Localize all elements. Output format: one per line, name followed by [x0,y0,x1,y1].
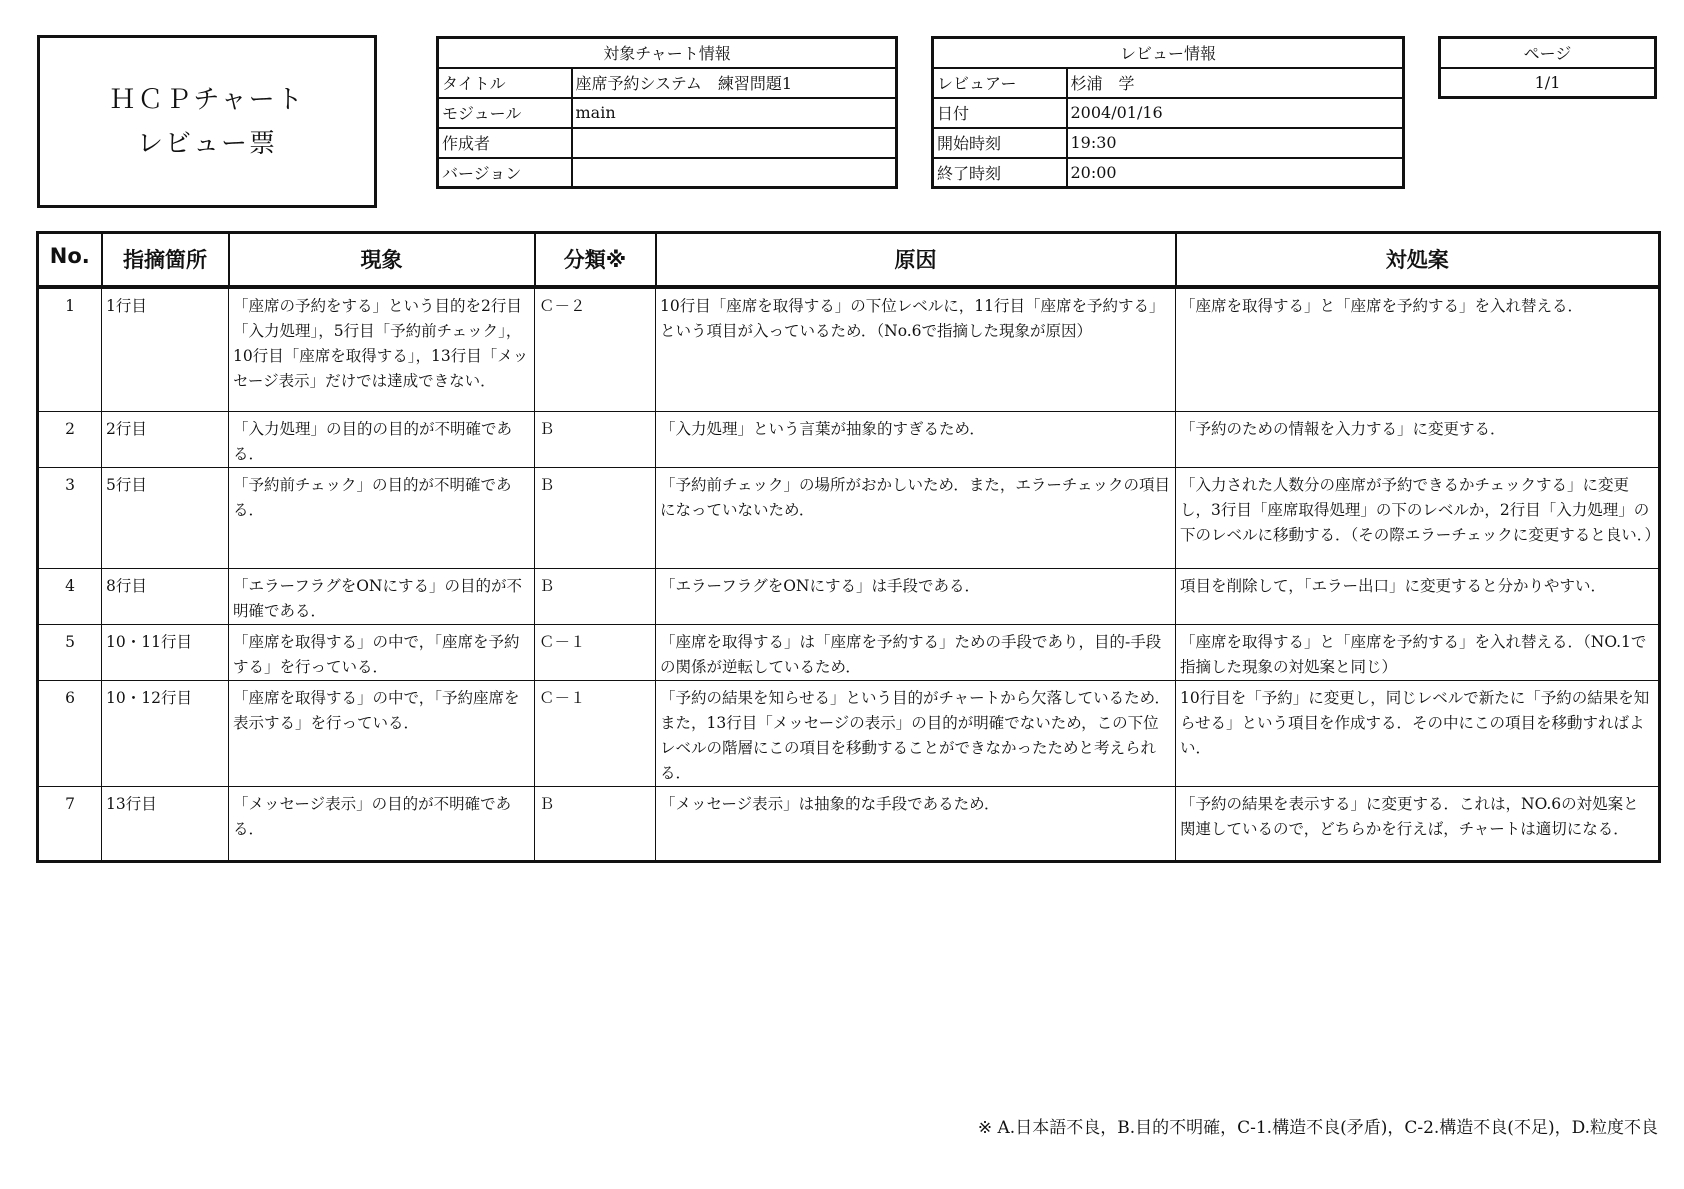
row-category: Ｂ [535,468,656,569]
document-title-line1: ＨＣＰチャート [109,84,305,115]
row-remedy: 「入力された人数分の座席が予約できるかチェックする」に変更し，3行目「座席取得処理」の下のレベルか，2行目「入力処理」の下のレベルに移動する．（その際エラーチェックに変更すると良い．） [1176,468,1660,569]
review-info-table [931,36,1405,189]
review-info-header: レビュー情報 [933,38,1404,68]
chart-author-value [572,128,897,158]
page-header: ページ [1440,38,1656,68]
col-header-remedy: 対処案 [1176,233,1660,287]
table-row [38,468,1660,569]
row-no: 7 [38,787,102,862]
col-header-phenomenon: 現象 [229,233,535,287]
col-header-location: 指摘箇所 [102,233,229,287]
row-location: 8行目 [102,569,229,625]
row-phenomenon: 「座席の予約をする」という目的を2行目「入力処理」，5行目「予約前チェック」，10行目「座席を取得する」，13行目「メッセージ表示」だけでは達成できない． [229,287,535,412]
review-date-value: 2004/01/16 [1067,98,1404,128]
page-info-table [1438,36,1657,99]
col-header-cause: 原因 [656,233,1176,287]
table-row [38,625,1660,681]
row-cause: 「エラーフラグをONにする」は手段である． [656,569,1176,625]
row-cause: 「入力処理」という言葉が抽象的すぎるため． [656,412,1176,468]
row-no: 3 [38,468,102,569]
chart-version-label: バージョン [438,158,572,188]
end-time-label: 終了時刻 [933,158,1067,188]
row-no: 1 [38,287,102,412]
chart-title-value: 座席予約システム 練習問題1 [572,68,897,98]
row-phenomenon: 「メッセージ表示」の目的が不明確である． [229,787,535,862]
row-phenomenon: 「予約前チェック」の目的が不明確である． [229,468,535,569]
row-cause: 「座席を取得する」は「座席を予約する」ための手段であり，目的-手段の関係が逆転しているため． [656,625,1176,681]
row-cause: 「予約前チェック」の場所がおかしいため．また，エラーチェックの項目になっていないため． [656,468,1176,569]
chart-title-label: タイトル [438,68,572,98]
row-location: 10・11行目 [102,625,229,681]
row-remedy: 「予約のための情報を入力する」に変更する． [1176,412,1660,468]
classification-footnote: ※ A.日本語不良，B.目的不明確，C-1.構造不良(矛盾)，C-2.構造不良(不足)，D.粒度不良 [977,1118,1658,1138]
reviewer-value: 杉浦 学 [1067,68,1404,98]
row-phenomenon: 「エラーフラグをONにする」の目的が不明確である． [229,569,535,625]
table-row [38,412,1660,468]
row-category: Ｃ－１ [535,625,656,681]
reviewer-label: レビュアー [933,68,1067,98]
row-category: Ｃ－２ [535,287,656,412]
review-date-label: 日付 [933,98,1067,128]
document-title-line2: レビュー票 [136,128,277,159]
row-no: 2 [38,412,102,468]
row-category: Ｂ [535,569,656,625]
chart-module-label: モジュール [438,98,572,128]
row-cause: 「メッセージ表示」は抽象的な手段であるため． [656,787,1176,862]
col-header-category: 分類※ [535,233,656,287]
row-remedy: 「座席を取得する」と「座席を予約する」を入れ替える． [1176,287,1660,412]
row-no: 6 [38,681,102,787]
row-location: 13行目 [102,787,229,862]
table-row [38,681,1660,787]
row-location: 10・12行目 [102,681,229,787]
page-number: 1/1 [1440,68,1656,98]
row-no: 5 [38,625,102,681]
row-location: 2行目 [102,412,229,468]
table-row [38,569,1660,625]
review-table [36,231,1661,863]
start-time-label: 開始時刻 [933,128,1067,158]
row-phenomenon: 「入力処理」の目的の目的が不明確である． [229,412,535,468]
row-category: Ｂ [535,412,656,468]
chart-info-table [436,36,898,189]
row-location: 5行目 [102,468,229,569]
row-category: Ｂ [535,787,656,862]
chart-author-label: 作成者 [438,128,572,158]
chart-version-value [572,158,897,188]
document-title-box [37,35,377,208]
col-header-no: No. [38,233,102,287]
row-no: 4 [38,569,102,625]
chart-info-header: 対象チャート情報 [438,38,897,68]
row-remedy: 項目を削除して，「エラー出口」に変更すると分かりやすい． [1176,569,1660,625]
row-phenomenon: 「座席を取得する」の中で，「予約座席を表示する」を行っている． [229,681,535,787]
row-phenomenon: 「座席を取得する」の中で，「座席を予約する」を行っている． [229,625,535,681]
row-remedy: 「座席を取得する」と「座席を予約する」を入れ替える．（NO.1で指摘した現象の対処案と同じ） [1176,625,1660,681]
row-remedy: 10行目を「予約」に変更し，同じレベルで新たに「予約の結果を知らせる」という項目を作成する．その中にこの項目を移動すればよい． [1176,681,1660,787]
end-time-value: 20:00 [1067,158,1404,188]
table-row [38,287,1660,412]
row-cause: 「予約の結果を知らせる」という目的がチャートから欠落しているため．また，13行目「メッセージの表示」の目的が明確でないため，この下位レベルの階層にこの項目を移動することができなかったためと考えられる． [656,681,1176,787]
row-category: Ｃ－１ [535,681,656,787]
chart-module-value: main [572,98,897,128]
row-cause: 10行目「座席を取得する」の下位レベルに，11行目「座席を予約する」という項目が入っているため．（No.6で指摘した現象が原因） [656,287,1176,412]
row-remedy: 「予約の結果を表示する」に変更する．これは，NO.6の対処案と関連しているので，どちらかを行えば，チャートは適切になる． [1176,787,1660,862]
row-location: 1行目 [102,287,229,412]
review-table-header-row [38,233,1660,287]
start-time-value: 19:30 [1067,128,1404,158]
table-row [38,787,1660,862]
